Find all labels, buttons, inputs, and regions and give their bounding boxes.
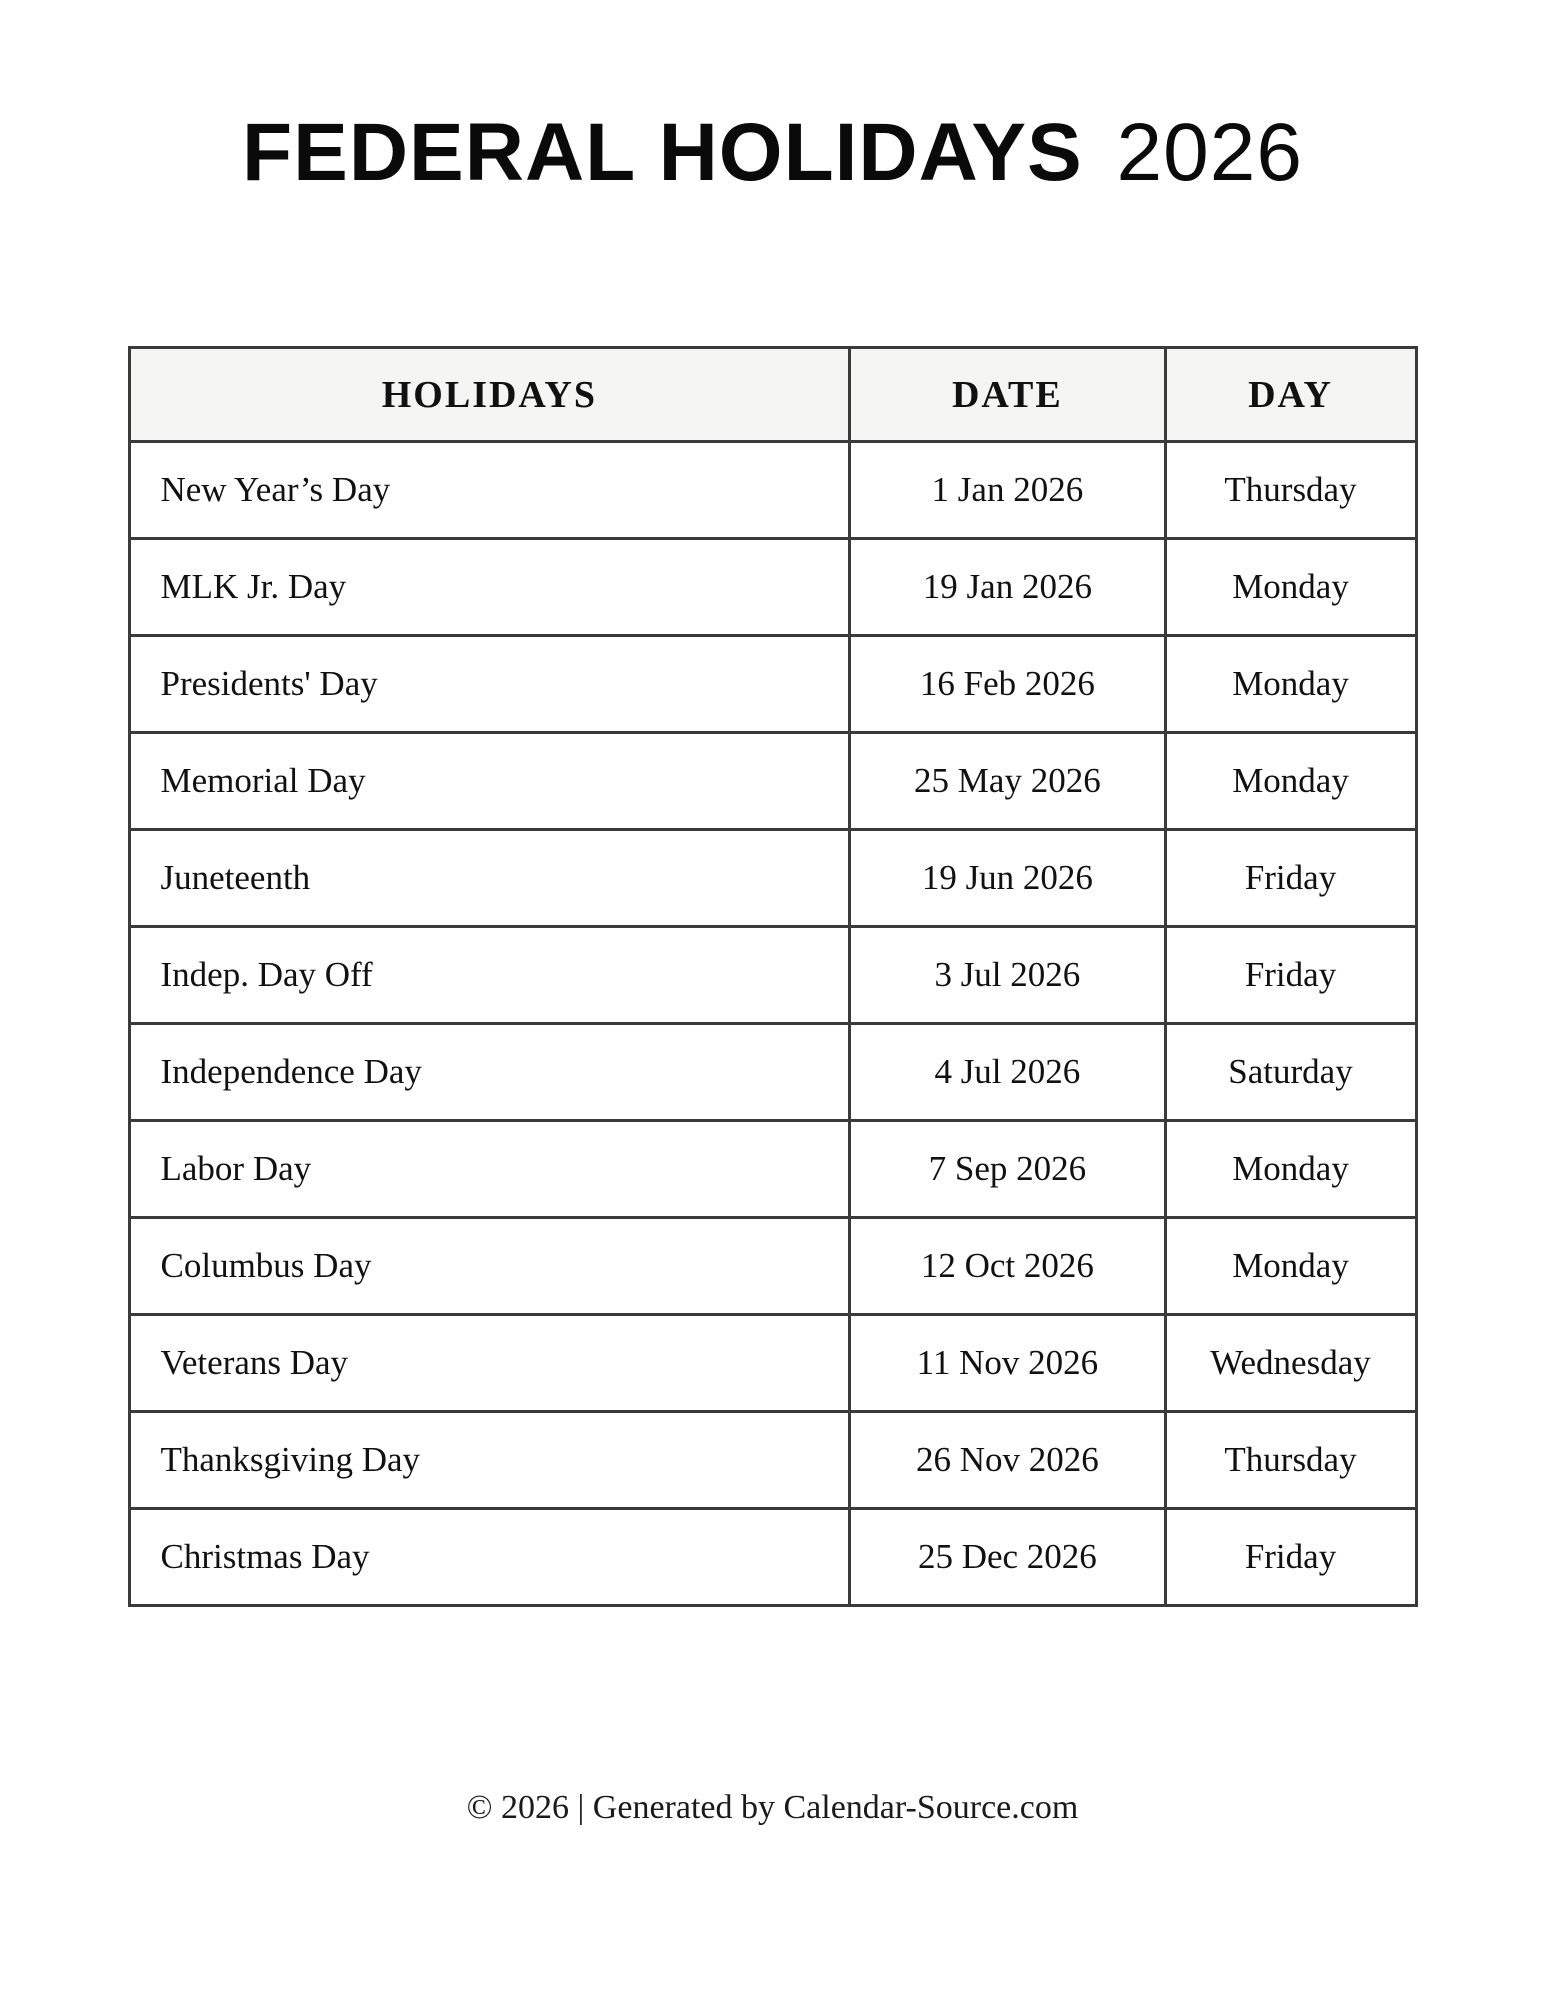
table-row — [129, 1509, 1416, 1606]
holiday-name-cell: MLK Jr. Day — [129, 539, 850, 636]
date-cell: 1 Jan 2026 — [850, 442, 1165, 539]
footer-credit: © 2026 | Generated by Calendar-Source.com — [466, 1789, 1079, 1827]
holiday-name-cell: New Year’s Day — [129, 442, 850, 539]
holiday-name-cell: Indep. Day Off — [129, 927, 850, 1024]
holiday-name-cell: Memorial Day — [129, 733, 850, 830]
table-row — [129, 539, 1416, 636]
holiday-name-cell: Christmas Day — [129, 1509, 850, 1606]
table-row — [129, 636, 1416, 733]
day-cell: Wednesday — [1165, 1315, 1416, 1412]
holiday-name-cell: Columbus Day — [129, 1218, 850, 1315]
day-cell: Thursday — [1165, 442, 1416, 539]
table-row — [129, 1024, 1416, 1121]
table-row — [129, 830, 1416, 927]
date-cell: 25 May 2026 — [850, 733, 1165, 830]
date-cell: 11 Nov 2026 — [850, 1315, 1165, 1412]
holidays-table — [128, 346, 1418, 1607]
date-cell: 12 Oct 2026 — [850, 1218, 1165, 1315]
date-cell: 26 Nov 2026 — [850, 1412, 1165, 1509]
table-row — [129, 927, 1416, 1024]
table-row — [129, 1315, 1416, 1412]
column-header-holidays: HOLIDAYS — [129, 348, 850, 442]
day-cell: Friday — [1165, 927, 1416, 1024]
day-cell: Monday — [1165, 539, 1416, 636]
page-title-year: 2026 — [1116, 107, 1303, 198]
day-cell: Thursday — [1165, 1412, 1416, 1509]
page-title — [0, 108, 1545, 198]
day-cell: Monday — [1165, 1121, 1416, 1218]
table-row — [129, 1121, 1416, 1218]
holiday-name-cell: Juneteenth — [129, 830, 850, 927]
date-cell: 3 Jul 2026 — [850, 927, 1165, 1024]
holiday-name-cell: Veterans Day — [129, 1315, 850, 1412]
date-cell: 25 Dec 2026 — [850, 1509, 1165, 1606]
holiday-name-cell: Presidents' Day — [129, 636, 850, 733]
table-row — [129, 1412, 1416, 1509]
day-cell: Monday — [1165, 636, 1416, 733]
table-header-row — [129, 348, 1416, 442]
table-row — [129, 442, 1416, 539]
date-cell: 19 Jan 2026 — [850, 539, 1165, 636]
date-cell: 19 Jun 2026 — [850, 830, 1165, 927]
day-cell: Friday — [1165, 830, 1416, 927]
day-cell: Friday — [1165, 1509, 1416, 1606]
date-cell: 16 Feb 2026 — [850, 636, 1165, 733]
date-cell: 7 Sep 2026 — [850, 1121, 1165, 1218]
day-cell: Monday — [1165, 1218, 1416, 1315]
day-cell: Saturday — [1165, 1024, 1416, 1121]
date-cell: 4 Jul 2026 — [850, 1024, 1165, 1121]
page-title-text: FEDERAL HOLIDAYS — [242, 107, 1083, 198]
holiday-name-cell: Labor Day — [129, 1121, 850, 1218]
day-cell: Monday — [1165, 733, 1416, 830]
column-header-day: DAY — [1165, 348, 1416, 442]
holiday-name-cell: Independence Day — [129, 1024, 850, 1121]
holiday-name-cell: Thanksgiving Day — [129, 1412, 850, 1509]
column-header-date: DATE — [850, 348, 1165, 442]
table-row — [129, 1218, 1416, 1315]
table-row — [129, 733, 1416, 830]
